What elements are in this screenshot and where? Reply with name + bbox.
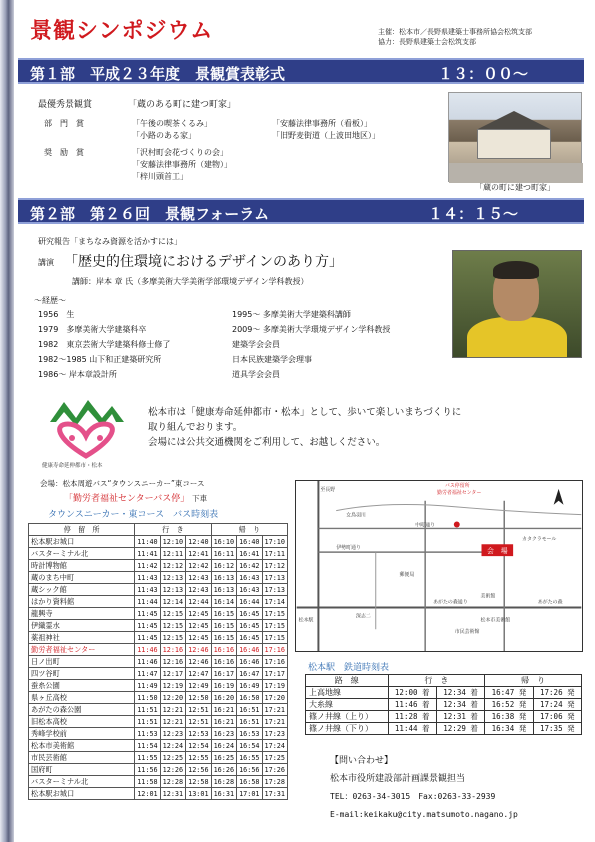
time-cell: 12:01 <box>135 788 160 800</box>
career-item: 2009～ 多摩美術大学環境デザイン学科教授 <box>232 325 391 334</box>
map-label: 郵便局 <box>399 571 415 578</box>
bus-stop-line <box>64 491 207 504</box>
time-cell: 16:34 発 <box>485 723 533 735</box>
top-award: 「蔵のある町に建つ町家」 <box>128 100 237 110</box>
time-cell: 12:44 <box>186 596 211 608</box>
bus-stop-cell: 蚕糸公園 <box>29 680 135 692</box>
time-cell: 16:14 <box>211 596 236 608</box>
time-cell: 16:45 <box>237 632 262 644</box>
time-cell: 12:14 <box>160 596 185 608</box>
table-row <box>306 711 582 723</box>
left-spine-decoration <box>0 0 14 842</box>
time-cell: 12:50 <box>186 692 211 704</box>
time-cell: 12:00 着 <box>388 687 436 699</box>
bus-table-title: タウンスニーカー・東コース バス時刻表 <box>48 510 219 520</box>
bus-venue-line: 会場：松本周遊バス“タウンスニーカー”東コース <box>40 479 205 488</box>
part1-time: １３：００～ <box>438 65 529 83</box>
time-cell: 16:28 <box>211 776 236 788</box>
contact-heading: 【問い合わせ】 <box>330 756 394 766</box>
time-cell: 12:46 <box>186 656 211 668</box>
time-cell: 16:52 発 <box>485 699 533 711</box>
bus-stop-cell: 旧松本高校 <box>29 716 135 728</box>
lecture-label: 講演 <box>38 258 54 267</box>
contact-email[interactable]: E-mail:keikaku@city.matsumoto.nagano.jp <box>330 810 518 819</box>
time-cell: 11:42 <box>135 560 160 572</box>
time-cell: 12:15 <box>160 608 185 620</box>
table-row <box>29 620 288 632</box>
time-cell: 16:26 <box>211 764 236 776</box>
career-item: 1982 東京芸術大学建築科修士修了 <box>38 340 171 349</box>
time-cell: 16:31 <box>211 788 236 800</box>
time-cell: 16:40 <box>237 536 262 548</box>
time-cell: 12:43 <box>186 572 211 584</box>
career-item: 1982～1985 山下和正建築研究所 <box>38 355 162 364</box>
career-item: 建築学会会員 <box>232 340 280 349</box>
career-item: 1986～ 岸本章設計所 <box>38 370 117 379</box>
time-cell: 12:51 <box>186 704 211 716</box>
time-cell: 16:16 <box>211 656 236 668</box>
table-row <box>29 728 288 740</box>
table-row <box>29 596 288 608</box>
time-cell: 11:53 <box>135 728 160 740</box>
bus-stop-cell: 蔵シック館 <box>29 584 135 596</box>
time-cell: 17:15 <box>262 620 287 632</box>
career-item: 日本民族建築学会理事 <box>232 355 312 364</box>
bus-stop-cell: 四ツ谷町 <box>29 668 135 680</box>
time-cell: 17:21 <box>262 716 287 728</box>
time-cell: 11:56 <box>135 764 160 776</box>
table-row <box>306 687 582 699</box>
time-cell: 16:38 発 <box>485 711 533 723</box>
award-item: 「小路のある家」 <box>132 131 196 140</box>
table-row <box>29 536 288 548</box>
time-cell: 12:45 <box>186 632 211 644</box>
time-cell: 16:46 <box>237 656 262 668</box>
bus-stop-cell: バスターミナル北 <box>29 548 135 560</box>
time-cell: 16:42 <box>237 560 262 572</box>
col-return: 帰 り <box>485 675 582 687</box>
time-cell: 11:46 <box>135 656 160 668</box>
time-cell: 12:56 <box>186 764 211 776</box>
time-cell: 12:45 <box>186 608 211 620</box>
time-cell: 17:26 <box>262 764 287 776</box>
time-cell: 16:12 <box>211 560 236 572</box>
time-cell: 12:12 <box>160 560 185 572</box>
research-report: 研究報告「まちなみ資源を活かすには」 <box>38 237 182 246</box>
bus-stop-cell: 勤労者福祉センター <box>29 644 135 656</box>
time-cell: 16:19 <box>211 680 236 692</box>
time-cell: 11:44 着 <box>388 723 436 735</box>
time-cell: 17:12 <box>262 560 287 572</box>
contact-dept: 松本市役所建設部計画課景観担当 <box>330 774 466 784</box>
time-cell: 16:49 <box>237 680 262 692</box>
time-cell: 17:14 <box>262 596 287 608</box>
logo-caption: 健康寿命延伸都市・松本 <box>42 463 103 469</box>
time-cell: 12:43 <box>186 584 211 596</box>
time-cell: 17:16 <box>262 656 287 668</box>
map-venue-label: 会 場 <box>486 547 508 556</box>
time-cell: 12:45 <box>186 620 211 632</box>
table-row <box>29 740 288 752</box>
time-cell: 12:15 <box>160 632 185 644</box>
bus-stop-cell: 龍興寺 <box>29 608 135 620</box>
time-cell: 16:55 <box>237 752 262 764</box>
bus-stop-cell: 松本市美術館 <box>29 740 135 752</box>
health-city-logo-icon <box>46 396 126 460</box>
table-row <box>29 680 288 692</box>
time-cell: 11:54 <box>135 740 160 752</box>
time-cell: 11:51 <box>135 716 160 728</box>
part1-heading: 第１部 平成２３年度 景観賞表彰式 <box>30 65 286 83</box>
time-cell: 17:06 発 <box>533 711 581 723</box>
time-cell: 12:51 <box>186 716 211 728</box>
time-cell: 11:58 <box>135 776 160 788</box>
map-label: 伊勢町通り <box>336 545 361 552</box>
time-cell: 16:21 <box>211 704 236 716</box>
part1-band <box>18 58 584 84</box>
bus-stop-cell: 薬祖神社 <box>29 632 135 644</box>
time-cell: 16:45 <box>237 608 262 620</box>
time-cell: 12:16 <box>160 656 185 668</box>
time-cell: 16:20 <box>211 692 236 704</box>
lecturer: 講師：岸本 章 氏（多摩美術大学美術学部環境デザイン学科教授） <box>72 277 309 286</box>
map-label: 美術館 <box>480 593 496 600</box>
time-cell: 13:01 <box>186 788 211 800</box>
time-cell: 16:43 <box>237 572 262 584</box>
public-transport-message <box>148 405 461 450</box>
time-cell: 11:46 <box>135 644 160 656</box>
time-cell: 12:13 <box>160 572 185 584</box>
bus-stop-cell: 伊織霊水 <box>29 620 135 632</box>
map-label: 至長野 <box>320 486 336 493</box>
time-cell: 16:50 <box>237 692 262 704</box>
time-cell: 17:31 <box>262 788 287 800</box>
table-row <box>29 752 288 764</box>
message-line: 松本市は「健康寿命延伸都市・松本」として、歩いて楽しいまちづくりに <box>148 407 462 418</box>
award-item: 「午後の喫茶くるみ」 <box>132 119 212 128</box>
bus-stop-cell: 国府町 <box>29 764 135 776</box>
table-row <box>29 776 288 788</box>
time-cell: 17:25 <box>262 752 287 764</box>
time-cell: 12:58 <box>186 776 211 788</box>
time-cell: 12:23 <box>160 728 185 740</box>
time-cell: 12:16 <box>160 644 185 656</box>
time-cell: 17:01 <box>237 788 262 800</box>
time-cell: 12:20 <box>160 692 185 704</box>
time-cell: 17:28 <box>262 776 287 788</box>
time-cell: 12:11 <box>160 548 185 560</box>
table-row <box>29 548 288 560</box>
map-label: 女鳥羽川 <box>346 512 366 519</box>
lecturer-photo <box>452 250 582 358</box>
award-item: 「安藤法律事務所（看板）」 <box>272 119 372 128</box>
map-label: あがたの森通り <box>433 599 468 606</box>
time-cell: 16:58 <box>237 776 262 788</box>
time-cell: 17:24 <box>262 740 287 752</box>
time-cell: 16:47 発 <box>485 687 533 699</box>
time-cell: 11:45 <box>135 632 160 644</box>
time-cell: 11:49 <box>135 680 160 692</box>
award-item: 「安藤法律事務所（建物）」 <box>132 160 232 169</box>
time-cell: 16:13 <box>211 572 236 584</box>
table-row <box>29 572 288 584</box>
time-cell: 11:55 <box>135 752 160 764</box>
table-row <box>29 656 288 668</box>
contact-tel: TEL：0263-34-3015 Fax:0263-33-2939 <box>330 792 496 801</box>
time-cell: 12:15 <box>160 620 185 632</box>
col-stop: 停 留 所 <box>29 524 135 536</box>
table-row <box>29 704 288 716</box>
time-cell: 16:41 <box>237 548 262 560</box>
map-bus-stop-label: バス停留所 <box>444 482 470 489</box>
rail-line-cell: 篠ノ井線（上り） <box>306 711 389 723</box>
time-cell: 16:15 <box>211 620 236 632</box>
time-cell: 16:25 <box>211 752 236 764</box>
time-cell: 16:11 <box>211 548 236 560</box>
rail-timetable <box>305 674 582 735</box>
time-cell: 12:21 <box>160 716 185 728</box>
map-label: 深志二 <box>355 613 371 620</box>
time-cell: 12:28 <box>160 776 185 788</box>
part2-band <box>18 198 584 224</box>
time-cell: 11:28 着 <box>388 711 436 723</box>
rail-table-title: 松本駅 鉄道時刻表 <box>308 663 390 673</box>
col-line: 路 線 <box>306 675 389 687</box>
time-cell: 16:10 <box>211 536 236 548</box>
table-row <box>306 699 582 711</box>
time-cell: 11:40 <box>135 536 160 548</box>
rail-line-cell: 大糸線 <box>306 699 389 711</box>
table-row <box>29 764 288 776</box>
time-cell: 11:41 <box>135 548 160 560</box>
map-label: 松本駅 <box>298 617 314 624</box>
bus-stop-cell: 時計博物館 <box>29 560 135 572</box>
bus-stop-cell: 秀峰学校前 <box>29 728 135 740</box>
time-cell: 17:13 <box>262 572 287 584</box>
table-row <box>29 692 288 704</box>
table-row <box>29 716 288 728</box>
time-cell: 12:21 <box>160 704 185 716</box>
map-label: 市民芸術館 <box>454 629 480 636</box>
time-cell: 11:44 <box>135 596 160 608</box>
contact-block <box>330 752 518 824</box>
time-cell: 11:51 <box>135 704 160 716</box>
time-cell: 16:23 <box>211 728 236 740</box>
time-cell: 12:34 着 <box>436 687 484 699</box>
townhouse-photo-caption: 「蔵の町に建つ町家」 <box>475 183 555 192</box>
time-cell: 12:41 <box>186 548 211 560</box>
townhouse-photo <box>448 92 582 182</box>
time-cell: 12:55 <box>186 752 211 764</box>
career-item: 道具学会会員 <box>232 370 280 379</box>
award-item: 「沢村町会花づくりの会」 <box>132 148 228 157</box>
time-cell: 12:31 <box>160 788 185 800</box>
bus-stop-cell: はかり資料館 <box>29 596 135 608</box>
time-cell: 16:53 <box>237 728 262 740</box>
time-cell: 17:10 <box>262 536 287 548</box>
bus-stop-cell: 蔵のまち中町 <box>29 572 135 584</box>
table-row <box>306 723 582 735</box>
time-cell: 11:50 <box>135 692 160 704</box>
career-right <box>232 307 390 382</box>
map-label: あがたの森 <box>537 599 563 606</box>
bus-stop-cell: バスターミナル北 <box>29 776 135 788</box>
time-cell: 12:53 <box>186 728 211 740</box>
col-return: 帰 り <box>211 524 287 536</box>
time-cell: 12:54 <box>186 740 211 752</box>
table-row <box>29 632 288 644</box>
time-cell: 17:15 <box>262 608 287 620</box>
career-left <box>38 307 170 382</box>
organizer-line: 主催：松本市／長野県建築士事務所協会松筑支部 <box>378 28 532 36</box>
time-cell: 12:19 <box>160 680 185 692</box>
time-cell: 17:21 <box>262 704 287 716</box>
encourage-award-list <box>132 147 232 183</box>
encourage-award-label: 奨 励 賞 <box>44 148 84 157</box>
time-cell: 11:43 <box>135 572 160 584</box>
time-cell: 12:13 <box>160 584 185 596</box>
time-cell: 12:25 <box>160 752 185 764</box>
award-item: 「梓川頭首工」 <box>132 172 188 181</box>
time-cell: 16:51 <box>237 704 262 716</box>
message-line: 会場には公共交通機関をご利用して、お越しください。 <box>148 437 386 448</box>
time-cell: 11:45 <box>135 620 160 632</box>
time-cell: 17:15 <box>262 632 287 644</box>
top-award-label: 最優秀景観賞 <box>38 100 93 110</box>
time-cell: 16:51 <box>237 716 262 728</box>
time-cell: 12:42 <box>186 560 211 572</box>
time-cell: 12:46 <box>186 644 211 656</box>
col-outbound: 行 き <box>388 675 485 687</box>
message-line: 取り組んでおります。 <box>148 422 243 433</box>
time-cell: 16:44 <box>237 596 262 608</box>
bus-stop-cell: 松本駅お城口 <box>29 788 135 800</box>
time-cell: 12:31 着 <box>436 711 484 723</box>
bus-stop-cell: 松本駅お城口 <box>29 536 135 548</box>
category-award-col1 <box>132 118 212 142</box>
time-cell: 17:20 <box>262 692 287 704</box>
time-cell: 17:16 <box>262 644 287 656</box>
lecture-title: 「歴史的住環境におけるデザインのあり方」 <box>64 254 344 270</box>
bus-stop-cell: あがたの森公園 <box>29 704 135 716</box>
table-row <box>29 560 288 572</box>
time-cell: 17:13 <box>262 584 287 596</box>
bus-stop-name: 「勤労者福祉センターバス停」 <box>64 494 190 504</box>
career-item: 1956 生 <box>38 310 75 319</box>
category-award-label: 部 門 賞 <box>44 119 84 128</box>
time-cell: 16:17 <box>211 668 236 680</box>
time-cell: 16:56 <box>237 764 262 776</box>
north-arrow-icon <box>554 489 564 505</box>
time-cell: 16:43 <box>237 584 262 596</box>
time-cell: 12:34 着 <box>436 699 484 711</box>
time-cell: 16:21 <box>211 716 236 728</box>
time-cell: 12:40 <box>186 536 211 548</box>
time-cell: 12:49 <box>186 680 211 692</box>
bus-timetable <box>28 523 288 800</box>
career-item: 1995～ 多摩美術大学建築科講師 <box>232 310 351 319</box>
table-row <box>29 668 288 680</box>
career-item: 1979 多摩美術大学建築科卒 <box>38 325 147 334</box>
venue-map <box>295 480 583 652</box>
bus-stop-cell: 県ヶ丘高校 <box>29 692 135 704</box>
bus-stop-marker-icon <box>454 522 460 528</box>
time-cell: 12:26 <box>160 764 185 776</box>
time-cell: 11:46 着 <box>388 699 436 711</box>
award-item: 「旧野麦街道（上波田地区）」 <box>272 131 380 140</box>
col-outbound: 行 き <box>135 524 211 536</box>
map-label: 松本市美術館 <box>480 617 511 624</box>
organizers <box>378 27 532 47</box>
map-bus-stop-name: 勤労者福祉センター <box>437 489 482 496</box>
rail-line-cell: 篠ノ井線（下り） <box>306 723 389 735</box>
time-cell: 17:11 <box>262 548 287 560</box>
part2-time: １４：１５～ <box>428 205 519 223</box>
bus-stop-cell: 日ノ出町 <box>29 656 135 668</box>
time-cell: 16:47 <box>237 668 262 680</box>
time-cell: 16:45 <box>237 620 262 632</box>
time-cell: 17:17 <box>262 668 287 680</box>
map-label: カタクラモール <box>522 536 557 543</box>
time-cell: 12:29 着 <box>436 723 484 735</box>
time-cell: 17:24 発 <box>533 699 581 711</box>
cooperator-line: 協力：長野県建築士会松筑支部 <box>378 38 476 46</box>
time-cell: 11:43 <box>135 584 160 596</box>
table-row <box>29 608 288 620</box>
career-label: ～経歴～ <box>34 296 66 305</box>
category-award-col2 <box>272 118 380 142</box>
time-cell: 12:24 <box>160 740 185 752</box>
time-cell: 11:45 <box>135 608 160 620</box>
table-row <box>29 584 288 596</box>
time-cell: 17:23 <box>262 728 287 740</box>
rail-line-cell: 上高地線 <box>306 687 389 699</box>
map-label: 中町通り <box>415 522 436 529</box>
time-cell: 16:16 <box>211 644 236 656</box>
time-cell: 12:10 <box>160 536 185 548</box>
table-row <box>29 788 288 800</box>
time-cell: 16:24 <box>211 740 236 752</box>
time-cell: 16:15 <box>211 608 236 620</box>
page-title: 景観シンポジウム <box>30 19 214 44</box>
bus-stop-cell: 市民芸術館 <box>29 752 135 764</box>
time-cell: 12:47 <box>186 668 211 680</box>
time-cell: 16:13 <box>211 584 236 596</box>
time-cell: 17:35 発 <box>533 723 581 735</box>
time-cell: 17:26 発 <box>533 687 581 699</box>
time-cell: 11:47 <box>135 668 160 680</box>
time-cell: 17:19 <box>262 680 287 692</box>
time-cell: 16:54 <box>237 740 262 752</box>
time-cell: 16:15 <box>211 632 236 644</box>
time-cell: 12:17 <box>160 668 185 680</box>
bus-stop-suffix: 下車 <box>192 494 208 503</box>
part2-heading: 第２部 第２６回 景観フォーラム <box>30 205 270 223</box>
time-cell: 16:46 <box>237 644 262 656</box>
table-row <box>29 644 288 656</box>
